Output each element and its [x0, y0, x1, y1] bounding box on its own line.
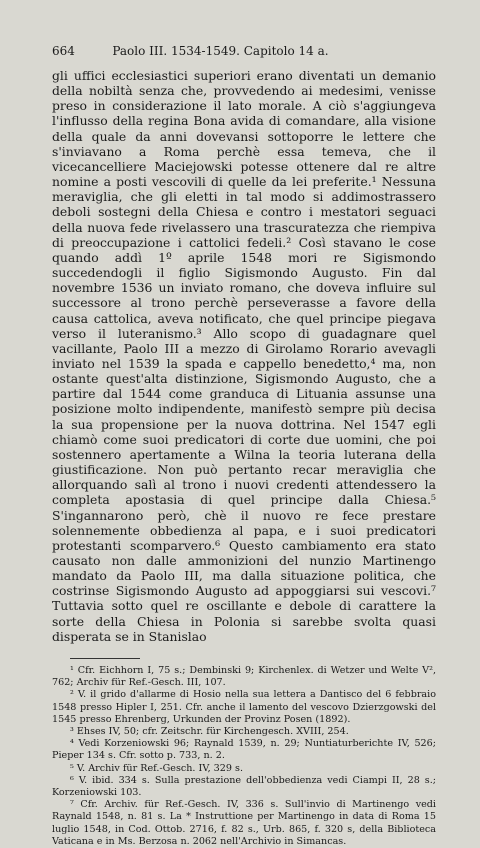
footnote-7: ⁷ Cfr. Archiv. für Ref.-Gesch. IV, 336 s. Sull'invio di Martinengo vedi Raynald 1548, n. 81 s. La * Instruttione per Martinengo in data di Roma 15 luglio 1548, in Cod. Ottob. 2716, f. 82 s., Urb. 865, f. 320 s, della Biblioteca Vaticana e in Ms. Berzosa n. 2062 nell'Archivio in Simancas. — [52, 799, 436, 847]
footnote-3: ³ Ehses IV, 50; cfr. Zeitschr. für Kirchengesch. XVIII, 254. — [70, 725, 349, 737]
running-title: Paolo III. 1534-1549. Capitolo 14 a. — [112, 44, 329, 58]
footnotes — [52, 665, 436, 848]
footnote-1: ¹ Cfr. Eichhorn I, 75 s.; Dembinski 9; Kirchenlex. di Wetzer und Welte V², 762; Archiv für Ref.-Gesch. III, 107. — [52, 664, 436, 689]
running-head — [52, 44, 436, 58]
footnote-2: ² V. il grido d'allarme di Hosio nella sua lettera a Dantisco del 6 febbraio 1548 presso Hipler I, 251. Cfr. anche il lamento del vescovo Dzierzgowski del 1545 presso Ehrenberg, Urkunden der Provinz Posen (1892). — [52, 689, 436, 725]
footnote-4: ⁴ Vedi Korzeniowski 96; Raynald 1539, n. 29; Nuntiaturberichte IV, 526; Pieper 134 s. Cfr. sotto p. 733, n. 2. — [52, 738, 436, 762]
footnote-6: ⁶ V. ibid. 334 s. Sulla prestazione dell'obbedienza vedi Ciampi II, 28 s.; Korzeniowski 103. — [52, 774, 436, 798]
page-number: 664 — [52, 44, 75, 58]
main-text — [52, 68, 436, 644]
footnote-5: ⁵ V. Archiv für Ref.-Gesch. IV, 329 s. — [70, 762, 244, 774]
footnote-rule — [70, 658, 140, 659]
paragraph: gli uffici ecclesiastici superiori erano diventati un demanio della nobiltà senza che, provvedendo ai medesimi, venisse preso in considerazione il lato morale. A ciò s'aggiungeva l'influsso della regina Bona avida di comandare, alla visione della quale da anni dovevansi sottoporre le lettere che s'inviavano a Roma perchè essa temeva, che il vicecancelliere Maciejowski potesse ottenere dal re altre nomine a posti vescovili di quelle da lei preferite.¹ Nessuna meraviglia, che gli eletti in tal modo si addimostrassero deboli sostegni della Chiesa e contro i mestatori seguaci della nuova fede rivelassero una trascuratezza che riempiva di preoccupazione i cattolici fedeli.² Così stavano le cose quando addì 1º aprile 1548 mori re Sigismondo succedendogli il figlio Sigismondo Augusto. Fin dal novembre 1536 un inviato romano, che doveva influire sul successore al trono perchè perseverasse a favore della causa cattolica, aveva notificato, che quel principe piegava verso il luteranismo.³ Allo scopo di guadagnare quel vacillante, Paolo III a mezzo di Girolamo Rorario avevagli inviato nel 1539 la spada e cappello benedetto,⁴ ma, non ostante quest'alta distinzione, Sigismondo Augusto, che a partire dal 1544 come granduca di Lituania assunse una posizione molto indipendente, manifestò sempre più decisa la sua propensione per la nuova dottrina. Nel 1547 egli chiamò come suoi predicatori di corte due uomini, che poi sostennero apertamente a Wilna la teoria luterana della giustificazione. Non può pertanto recar meraviglia che allorquando salì al trono i nuovi credenti attendessero la completa apostasia di quel principe dalla Chiesa.⁵ S'ingannarono però, chè il nuovo re fece prestare solennemente obbedienza al papa, e i suoi predicatori protestanti scomparvero.⁶ Questo cambiamento era stato causato non dalle ammonizioni del nunzio Martinengo mandato da Paolo III, ma dalla situazione politica, che costrinse Sigismondo Augusto ad appoggiarsi sui vescovi.⁷ Tuttavia sotto quel re oscillante e debole di carattere la sorte della Chiesa in Polonia si sarebbe svolta quasi disperata se in Stanislao — [52, 68, 436, 644]
